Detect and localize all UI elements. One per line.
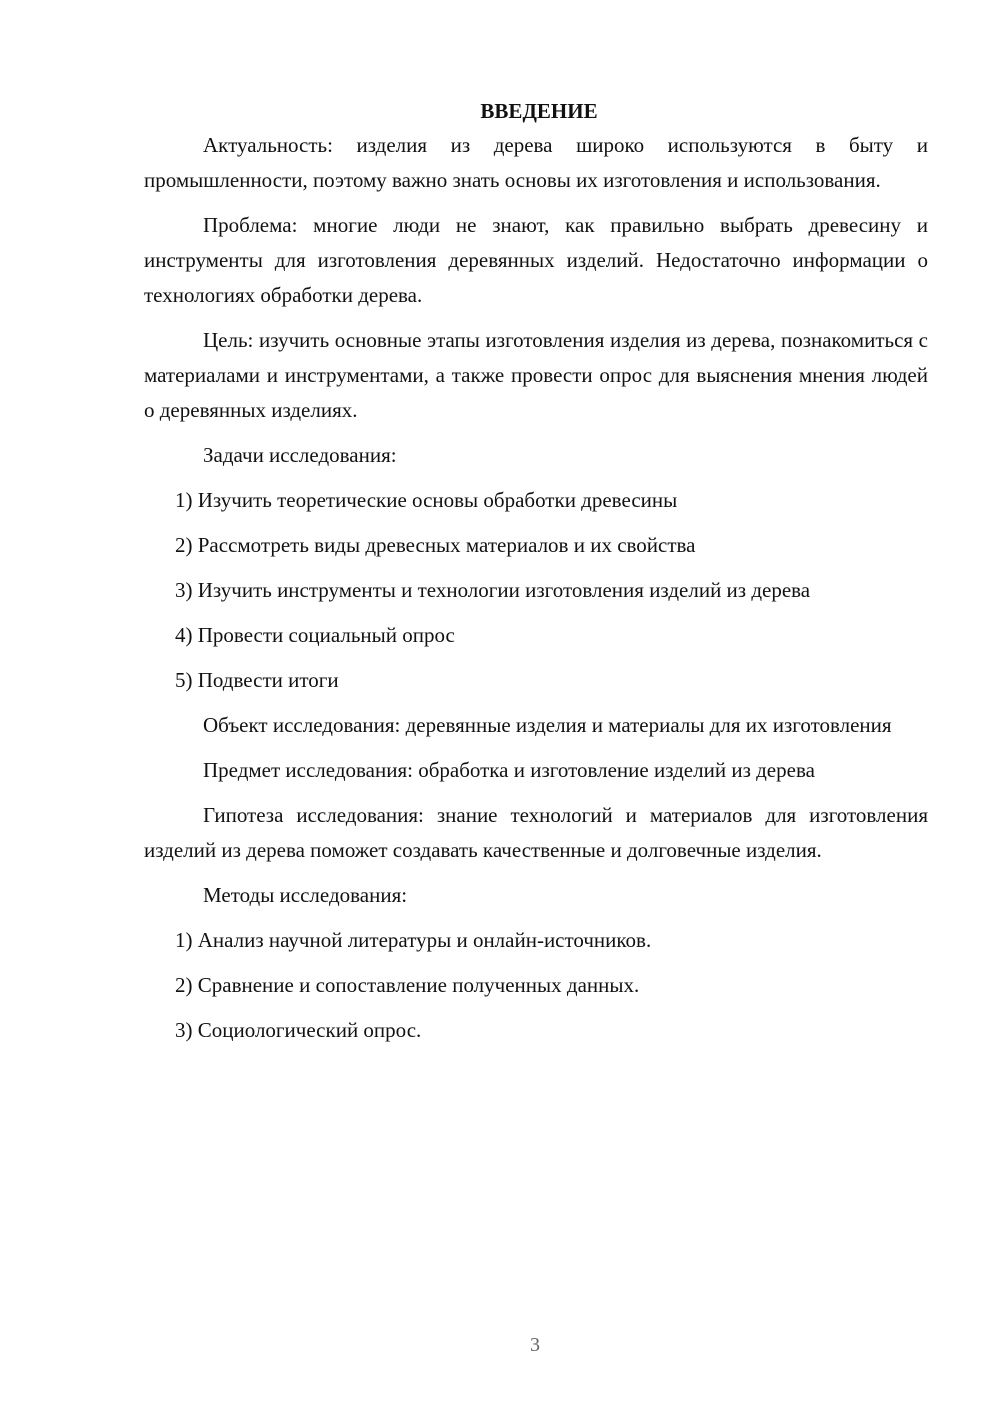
subject-paragraph: Предмет исследования: обработка и изготовление изделий из дерева	[203, 758, 815, 782]
methods-list	[144, 923, 928, 1048]
problem-paragraph: Проблема: многие люди не знают, как правильно выбрать древесину и инструменты для изготовления деревянных изделий. Недостаточно информации о технологиях обработки дерева.	[144, 213, 928, 307]
list-item: 1) Изучить теоретические основы обработки древесины	[175, 488, 678, 512]
list-item: 5) Подвести итоги	[175, 668, 339, 692]
tasks-heading: Задачи исследования:	[203, 443, 397, 467]
page-title: ВВЕДЕНИЕ	[480, 99, 598, 123]
document-page	[144, 94, 928, 1058]
object-paragraph: Объект исследования: деревянные изделия и материалы для их изготовления	[203, 713, 892, 737]
list-item: 2) Сравнение и сопоставление полученных данных.	[175, 973, 640, 997]
list-item: 1) Анализ научной литературы и онлайн-источников.	[175, 928, 652, 952]
list-item: 2) Рассмотреть виды древесных материалов и их свойства	[175, 533, 696, 557]
list-item: 3) Социологический опрос.	[175, 1018, 422, 1042]
relevance-paragraph: Актуальность: изделия из дерева широко используются в быту и промышленности, поэтому важно знать основы их изготовления и использования.	[144, 133, 928, 192]
goal-paragraph: Цель: изучить основные этапы изготовления изделия из дерева, познакомиться с материалами и инструментами, а также провести опрос для выяснения мнения людей о деревянных изделиях.	[144, 328, 928, 422]
page-number: 3	[530, 1334, 540, 1356]
list-item: 3) Изучить инструменты и технологии изготовления изделий из дерева	[175, 578, 811, 602]
methods-heading: Методы исследования:	[203, 883, 408, 907]
hypothesis-paragraph: Гипотеза исследования: знание технологий и материалов для изготовления изделий из дерева поможет создавать качественные и долговечные изделия.	[144, 803, 928, 862]
list-item: 4) Провести социальный опрос	[175, 623, 455, 647]
tasks-list	[144, 483, 928, 698]
